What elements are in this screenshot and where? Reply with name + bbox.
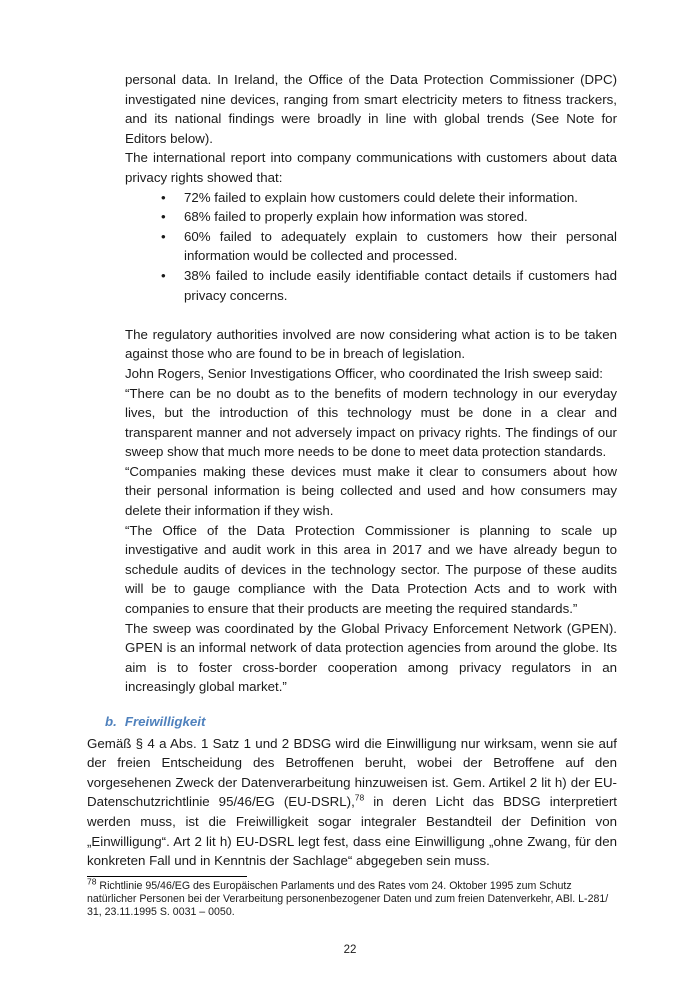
list-item-text: 60% failed to adequately explain to customers how their personal information would be collected and processed.: [184, 228, 617, 264]
bullet-icon: •: [161, 228, 166, 244]
section-heading: [87, 712, 617, 732]
section-label: b.: [105, 714, 117, 729]
list-item: [125, 207, 617, 227]
paragraph: John Rogers, Senior Investigations Officer, who coordinated the Irish sweep said:: [125, 365, 603, 381]
body-text: Gemäß § 4 a Abs. 1 Satz 1 und 2 BDSG wird die Einwilligung nur wirksam, wenn sie auf der freien Entscheidung des Betroffenen beruht, wobei der Betroffene auf den vorgesehenen Zweck der Datenverarbeitung hinzuweisen ist. Gem. Artikel 2 lit h) der EU-Datenschutzrichtlinie 95/46/EG (EU-DSRL),: [87, 735, 617, 810]
spacer: [125, 305, 617, 325]
bullet-icon: •: [161, 209, 166, 225]
page-number: 22: [343, 944, 357, 956]
paragraph: The international report into company communications with customers about data privacy rights showed that:: [125, 150, 617, 185]
footnote-number: 78: [87, 876, 97, 887]
bullet-icon: •: [161, 189, 166, 205]
findings-list: [125, 188, 617, 306]
paragraph: The sweep was coordinated by the Global Privacy Enforcement Network (GPEN). GPEN is an informal network of data protection agencies from around the globe. Its aim is to foster cross-border cooperation among privacy regulators in an increasingly global market.”: [125, 620, 617, 695]
footnote-reference[interactable]: 78: [354, 792, 365, 803]
press-release-excerpt: [125, 70, 617, 697]
section-title: Freiwilligkeit: [124, 714, 206, 729]
quote-paragraph: “Companies making these devices must make it clear to consumers about how their personal information is being collected and used and how consumers may delete their information if they wish.: [125, 463, 617, 519]
list-item: [125, 188, 617, 208]
list-item-text: 38% failed to include easily identifiable contact details if customers had privacy concerns.: [184, 267, 617, 303]
paragraph: personal data. In Ireland, the Office of the Data Protection Commissioner (DPC) investigated nine devices, ranging from smart electricity meters to fitness trackers, and its national findings were broadly in line with global trends (See Note for Editors below).: [125, 72, 617, 146]
footnote-body: Richtlinie 95/46/EG des Europäischen Parlaments und des Rates vom 24. Oktober 1995 zum Schutz natürlicher Personen bei der Verarbeitung personenbezogener Daten und zum freien Datenverkehr, ABl. L-281/ 31, 23.11.1995 S. 0031 – 0050.: [87, 880, 609, 918]
list-item: [125, 266, 617, 305]
quote-paragraph: “There can be no doubt as to the benefits of modern technology in our everyday lives, but the introduction of this technology must be done in a clear and transparent manner and not adversely impact on privacy rights. The findings of our sweep show that much more needs to be done to meet data protection standards.: [125, 385, 617, 460]
footnote-text: [87, 876, 617, 919]
footnote-separator: [87, 876, 247, 877]
list-item: [125, 227, 617, 266]
quote-paragraph: “The Office of the Data Protection Commissioner is planning to scale up investigative and audit work in this area in 2017 and we have already begun to schedule audits of devices in the technology sector. The purpose of these audits will be to gauge compliance with the Data Protection Acts and to work with companies to ensure that their products are meeting the required standards.”: [125, 522, 617, 617]
list-item-text: 68% failed to properly explain how information was stored.: [184, 209, 528, 225]
footnote: [87, 876, 617, 919]
list-item-text: 72% failed to explain how customers could delete their information.: [184, 189, 578, 205]
section-body: [87, 734, 617, 871]
bullet-icon: •: [161, 267, 166, 283]
section-freiwilligkeit: [87, 712, 617, 871]
paragraph: The regulatory authorities involved are now considering what action is to be taken against those who are found to be in breach of legislation.: [125, 326, 617, 362]
body-text: in deren Licht das BDSG interpretiert werden muss, ist die Freiwilligkeit sogar integraler Bestandteil der Definition von „Einwilligung“. Art 2 lit h) EU-DSRL legt fest, dass eine Einwilligung „ohne Zwang, für den konkreten Fall und in Kenntnis der Sachlage“ abgegeben sein muss.: [87, 794, 617, 869]
